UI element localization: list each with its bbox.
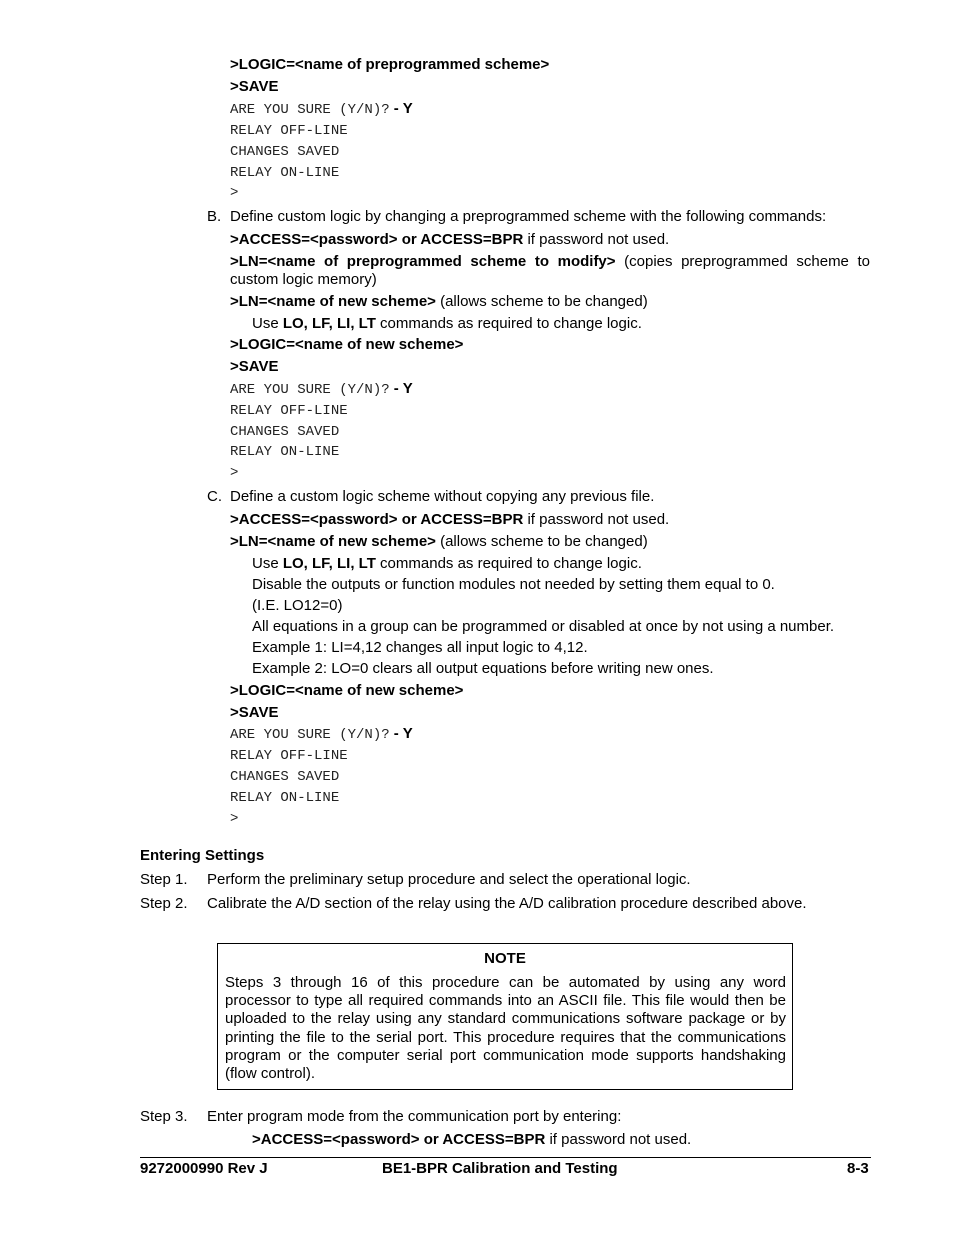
list-marker-b: B. <box>207 208 222 225</box>
relay-response: RELAY OFF-LINE <box>230 403 348 419</box>
access-note: if password not used. <box>545 1131 692 1148</box>
relay-response: RELAY OFF-LINE <box>230 748 348 764</box>
step-1-label: Step 1. <box>140 871 188 888</box>
ln-new-command: >LN=<name of new scheme> <box>230 533 436 550</box>
footer-doc-number: 9272000990 Rev J <box>140 1160 268 1177</box>
cursor-prompt: > <box>230 185 239 201</box>
confirm-prompt: ARE YOU SURE (Y/N)? <box>230 382 390 398</box>
access-line <box>252 1131 691 1149</box>
list-marker-c: C. <box>207 488 222 505</box>
logic-command: >LOGIC=<name of preprogrammed scheme> <box>230 56 550 73</box>
save-command: >SAVE <box>230 704 279 721</box>
confirm-prompt-line <box>230 725 413 744</box>
access-note: if password not used. <box>523 511 670 528</box>
ln-new-note: (allows scheme to be changed) <box>435 533 648 550</box>
cursor-prompt: > <box>230 811 239 827</box>
confirm-prompt: ARE YOU SURE (Y/N)? <box>230 727 390 743</box>
group-instruction: All equations in a group can be programmed or disabled at once by not using a number. <box>252 618 835 635</box>
section-b-intro: Define custom logic by changing a preprogrammed scheme with the following commands: <box>230 208 827 225</box>
footer-title: BE1-BPR Calibration and Testing <box>382 1160 618 1177</box>
example-1: Example 1: LI=4,12 changes all input logic to 4,12. <box>252 639 588 656</box>
note-title: NOTE <box>484 950 526 967</box>
disable-example: (I.E. LO12=0) <box>252 597 343 614</box>
logic-command: >LOGIC=<name of new scheme> <box>230 336 464 353</box>
step-1-text: Perform the preliminary setup procedure and select the operational logic. <box>207 871 691 888</box>
logic-command: >LOGIC=<name of new scheme> <box>230 682 464 699</box>
confirm-prompt-line <box>230 100 413 119</box>
confirm-answer: - Y <box>389 380 413 397</box>
use-prefix: Use <box>252 555 283 572</box>
relay-response: RELAY ON-LINE <box>230 444 340 460</box>
save-command: >SAVE <box>230 358 279 375</box>
ln-modify-note: (copies preprogrammed scheme to custom logic memory) <box>230 253 870 288</box>
use-suffix: commands as required to change logic. <box>375 555 642 572</box>
access-line <box>230 511 669 529</box>
confirm-answer: - Y <box>389 100 413 117</box>
step-2-label: Step 2. <box>140 895 188 912</box>
ln-modify-line <box>230 253 870 289</box>
save-command: >SAVE <box>230 78 279 95</box>
access-line <box>230 231 669 249</box>
relay-response: RELAY OFF-LINE <box>230 123 348 139</box>
ln-modify-command: >LN=<name of preprogrammed scheme to modify> <box>230 253 616 270</box>
section-c-intro: Define a custom logic scheme without copying any previous file. <box>230 488 655 505</box>
ln-new-command: >LN=<name of new scheme> <box>230 293 436 310</box>
relay-response: RELAY ON-LINE <box>230 165 340 181</box>
example-2: Example 2: LO=0 clears all output equations before writing new ones. <box>252 660 714 677</box>
use-commands-line <box>252 315 642 333</box>
use-prefix: Use <box>252 315 283 332</box>
access-command: >ACCESS=<password> or ACCESS=BPR <box>230 231 524 248</box>
cursor-prompt: > <box>230 465 239 481</box>
ln-new-note: (allows scheme to be changed) <box>435 293 648 310</box>
step-2-text: Calibrate the A/D section of the relay using the A/D calibration procedure described above. <box>207 895 807 912</box>
note-body: Steps 3 through 16 of this procedure can be automated by using any word processor to type all required commands into an ASCII file. This file would then be uploaded to the relay using any standard communications software package or by printing the file to the serial port. This procedure requires that the communications program or the computer serial port communication mode supports handshaking (flow control). <box>225 974 786 1083</box>
relay-response: CHANGES SAVED <box>230 769 340 785</box>
confirm-answer: - Y <box>389 725 413 742</box>
footer-rule <box>140 1157 871 1158</box>
access-command: >ACCESS=<password> or ACCESS=BPR <box>252 1131 546 1148</box>
use-commands: LO, LF, LI, LT <box>282 555 376 572</box>
footer-page-number: 8-3 <box>847 1160 869 1177</box>
disable-instruction: Disable the outputs or function modules not needed by setting them equal to 0. <box>252 576 775 593</box>
ln-new-line <box>230 293 648 311</box>
use-commands: LO, LF, LI, LT <box>282 315 376 332</box>
access-command: >ACCESS=<password> or ACCESS=BPR <box>230 511 524 528</box>
use-suffix: commands as required to change logic. <box>375 315 642 332</box>
confirm-prompt: ARE YOU SURE (Y/N)? <box>230 102 390 118</box>
note-box <box>217 943 793 1090</box>
step-3-label: Step 3. <box>140 1108 188 1125</box>
access-note: if password not used. <box>523 231 670 248</box>
relay-response: RELAY ON-LINE <box>230 790 340 806</box>
relay-response: CHANGES SAVED <box>230 144 340 160</box>
section-heading: Entering Settings <box>140 847 265 864</box>
ln-new-line <box>230 533 648 551</box>
use-commands-line <box>252 555 642 573</box>
step-3-text: Enter program mode from the communication port by entering: <box>207 1108 622 1125</box>
relay-response: CHANGES SAVED <box>230 424 340 440</box>
confirm-prompt-line <box>230 380 413 399</box>
